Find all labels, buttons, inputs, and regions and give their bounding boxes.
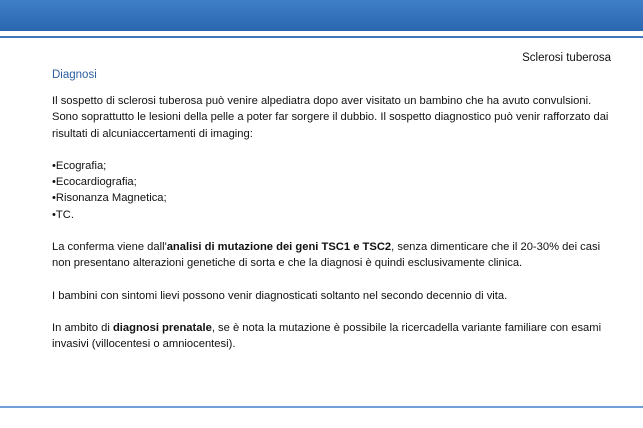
top-divider	[0, 36, 643, 38]
prenatal-bold-text: diagnosi prenatale	[112, 321, 212, 334]
bottom-divider	[0, 406, 643, 408]
prenatal-text-start: In ambito di	[52, 321, 113, 334]
list-item: •Risonanza Magnetica;	[52, 192, 167, 205]
top-header-band	[0, 0, 643, 31]
list-item: •TC.	[52, 208, 74, 221]
imaging-list	[52, 158, 612, 223]
prenatal-paragraph	[52, 320, 612, 353]
list-item: •Ecocardiografia;	[52, 176, 137, 189]
slide-header-title: Sclerosi tuberosa	[522, 52, 611, 64]
confirmation-bold-text: analisi di mutazione dei geni TSC1 e TSC2	[166, 241, 392, 254]
slide-body	[52, 93, 612, 369]
prenatal-text-end: , se è nota la mutazione è possibile la ricercadella variante familiare con esami invasivi (villocentesi o amniocentesi).	[52, 321, 602, 351]
confirmation-paragraph	[52, 239, 612, 272]
mild-symptoms-paragraph: I bambini con sintomi lievi possono venir diagnosticati soltanto nel secondo decennio di vita.	[52, 289, 508, 302]
confirmation-text-end: , senza dimenticare che il 20-30% dei casi non presentano alterazioni genetiche di sorta e che la diagnosi è quindi esclusivamente clinica.	[52, 241, 601, 270]
section-title: Diagnosi	[52, 69, 97, 81]
intro-paragraph: Il sospetto di sclerosi tuberosa può venire alpediatra dopo aver visitato un bambino che ha avuto convulsioni. Sono soprattutto le lesioni della pelle a poter far sorgere il dubbio. Il sospetto diagnostico può venir rafforzato dai risultati di alcuniaccertamenti di imaging:	[52, 95, 609, 140]
confirmation-text-start: La conferma viene dall'	[52, 241, 167, 254]
list-item: •Ecografia;	[52, 159, 107, 172]
